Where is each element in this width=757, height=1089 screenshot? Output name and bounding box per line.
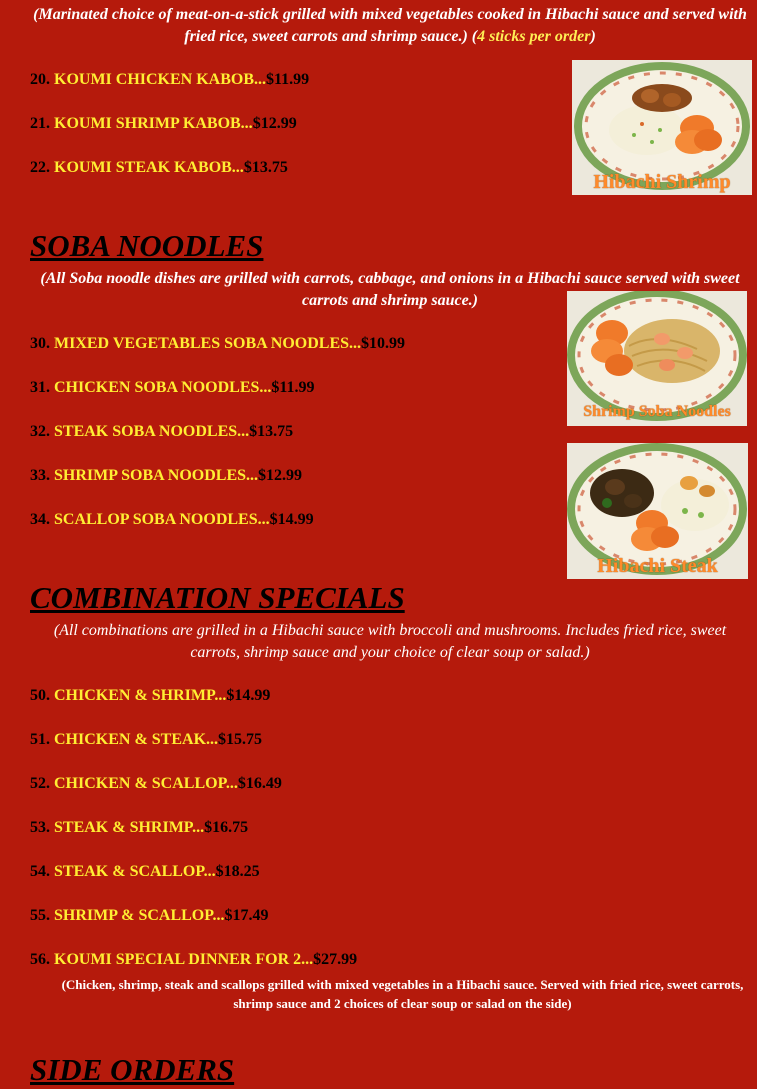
photo-caption: Hibachi Shrimp	[593, 171, 731, 193]
special-dinner-note: (Chicken, shrimp, steak and scallops grilled with mixed vegetables in a Hibachi sauce. Served with fried rice, sweet carrots, shrimp sauce and 2 choices of clear soup or salad on the side)	[61, 977, 744, 1011]
item-name: CHICKEN & STEAK...	[54, 731, 219, 748]
item-number: 20.	[30, 71, 50, 88]
kabob-intro	[30, 4, 750, 48]
menu-item-50	[30, 686, 270, 706]
item-number: 22.	[30, 159, 50, 176]
item-number: 31.	[30, 379, 50, 396]
combo-heading: COMBINATION SPECIALS	[30, 580, 405, 615]
menu-item-30	[30, 334, 405, 354]
item-price: $13.75	[243, 159, 288, 176]
item-price: $14.99	[226, 687, 271, 704]
item-price: $27.99	[313, 951, 358, 968]
menu-item-20	[30, 70, 309, 90]
kabob-intro-highlight: 4 sticks per order	[477, 28, 591, 45]
item-number: 53.	[30, 819, 50, 836]
item-price: $12.99	[252, 115, 297, 132]
item-price: $18.25	[215, 863, 260, 880]
item-name: KOUMI SHRIMP KABOB...	[54, 115, 253, 132]
menu-item-32	[30, 422, 293, 442]
menu-item-56	[30, 950, 357, 970]
item-number: 21.	[30, 115, 50, 132]
menu-item-53	[30, 818, 248, 838]
menu-item-54	[30, 862, 260, 882]
menu-item-34	[30, 510, 314, 530]
item-number: 55.	[30, 907, 50, 924]
item-number: 32.	[30, 423, 50, 440]
item-number: 54.	[30, 863, 50, 880]
item-name: KOUMI CHICKEN KABOB...	[54, 71, 267, 88]
item-name: STEAK & SHRIMP...	[54, 819, 205, 836]
item-price: $11.99	[266, 71, 310, 88]
item-price: $14.99	[269, 511, 314, 528]
item-number: 50.	[30, 687, 50, 704]
menu-item-21	[30, 114, 297, 134]
soba-heading: SOBA NOODLES	[30, 228, 264, 263]
hibachi-shrimp-photo	[572, 60, 752, 195]
photo-caption: Shrimp Soba Noodles	[583, 403, 731, 420]
item-number: 33.	[30, 467, 50, 484]
shrimp-soba-photo	[567, 291, 747, 426]
item-name: CHICKEN SOBA NOODLES...	[54, 379, 272, 396]
item-name: CHICKEN & SCALLOP...	[54, 775, 238, 792]
menu-item-52	[30, 774, 282, 794]
hibachi-steak-photo	[567, 443, 748, 579]
item-price: $13.75	[249, 423, 294, 440]
item-price: $12.99	[258, 467, 303, 484]
item-name: SCALLOP SOBA NOODLES...	[54, 511, 270, 528]
item-name: KOUMI STEAK KABOB...	[54, 159, 244, 176]
menu-item-55	[30, 906, 269, 926]
item-number: 52.	[30, 775, 50, 792]
item-price: $16.75	[204, 819, 249, 836]
item-name: CHICKEN & SHRIMP...	[54, 687, 227, 704]
menu-item-51	[30, 730, 262, 750]
item-name: STEAK SOBA NOODLES...	[54, 423, 250, 440]
combo-intro: (All combinations are grilled in a Hibachi sauce with broccoli and mushrooms. Includes fried rice, sweet carrots, shrimp sauce and your choice of clear soup or salad.)	[53, 622, 727, 661]
item-price: $11.99	[271, 379, 315, 396]
item-number: 56.	[30, 951, 50, 968]
item-price: $10.99	[361, 335, 406, 352]
item-price: $15.75	[218, 731, 263, 748]
item-name: SHRIMP & SCALLOP...	[54, 907, 225, 924]
item-number: 30.	[30, 335, 50, 352]
menu-item-22	[30, 158, 288, 178]
kabob-intro-close: )	[590, 28, 596, 45]
menu-item-33	[30, 466, 302, 486]
item-number: 51.	[30, 731, 50, 748]
soba-intro: (All Soba noodle dishes are grilled with carrots, cabbage, and onions in a Hibachi sauce served with sweet carrots and shrimp sauce.)	[40, 270, 740, 309]
menu-item-31	[30, 378, 315, 398]
item-name: SHRIMP SOBA NOODLES...	[54, 467, 259, 484]
item-price: $16.49	[237, 775, 282, 792]
kabob-intro-text: (Marinated choice of meat-on-a-stick grilled with mixed vegetables cooked in Hibachi sauce and served with fried rice, sweet carrots and shrimp sauce.) (	[33, 6, 747, 45]
item-price: $17.49	[224, 907, 269, 924]
item-name: MIXED VEGETABLES SOBA NOODLES...	[54, 335, 362, 352]
side-orders-heading: SIDE ORDERS	[30, 1052, 235, 1087]
photo-caption: Hibachi Steak	[597, 555, 718, 577]
item-name: KOUMI SPECIAL DINNER FOR 2...	[54, 951, 314, 968]
item-number: 34.	[30, 511, 50, 528]
item-name: STEAK & SCALLOP...	[54, 863, 216, 880]
